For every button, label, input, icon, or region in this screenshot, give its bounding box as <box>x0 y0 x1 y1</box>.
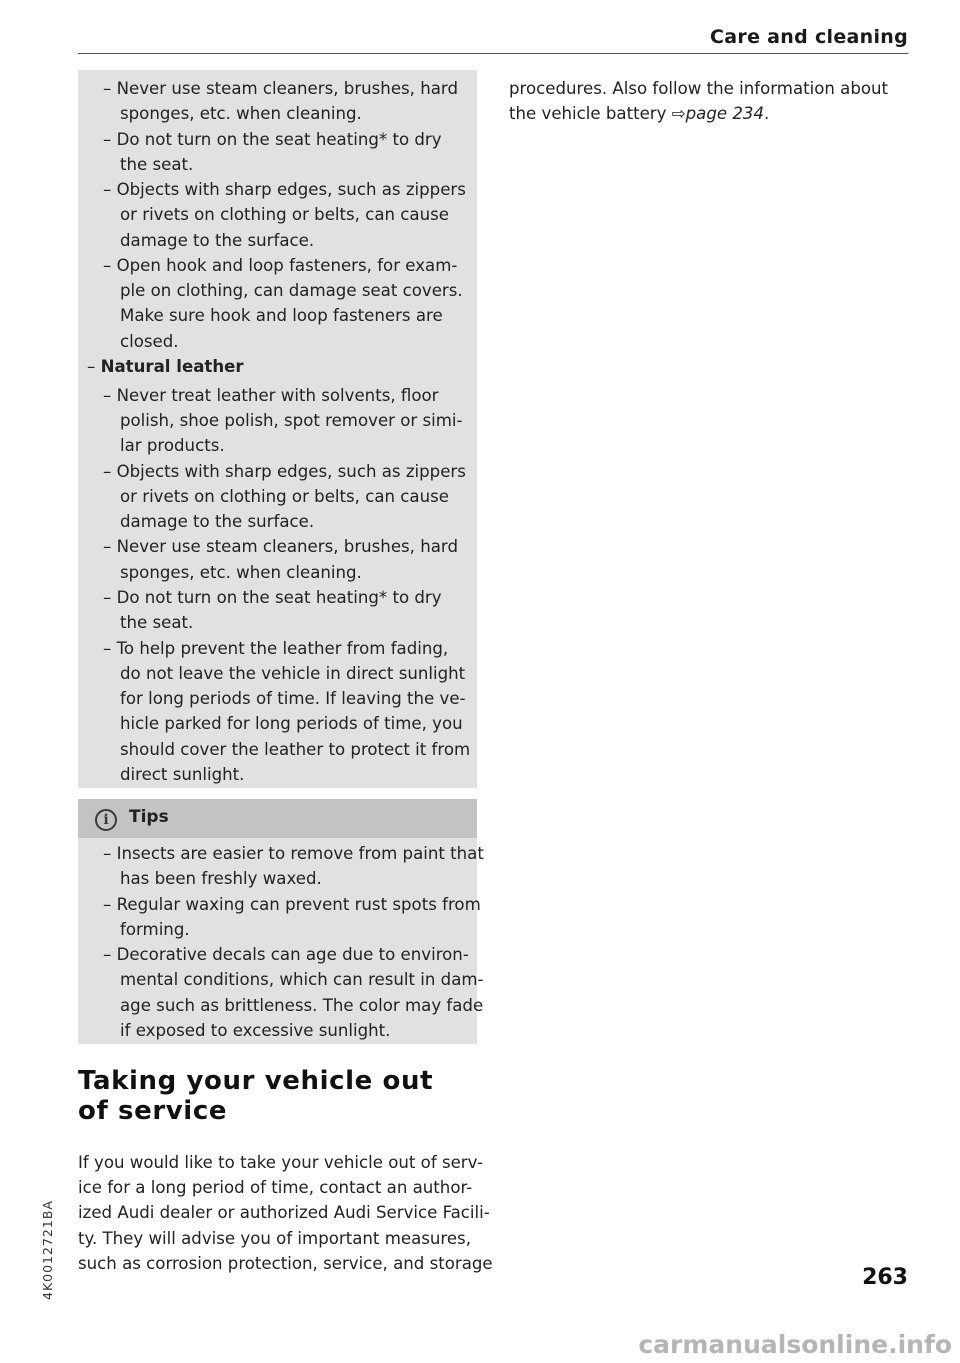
tips-line: – Decorative decals can age due to environ- <box>103 945 469 964</box>
warning-line: – Open hook and loop fasteners, for exam- <box>103 256 458 275</box>
tips-line: forming. <box>120 920 190 939</box>
warning-line: do not leave the vehicle in direct sunlight <box>120 664 466 683</box>
warning-line: hicle parked for long periods of time, you <box>120 714 463 733</box>
warning-line: sponges, etc. when cleaning. <box>120 104 362 123</box>
warning-line: closed. <box>120 332 179 351</box>
watermark: carmanualsonline.info <box>638 1330 952 1359</box>
page-number: 263 <box>862 1265 908 1290</box>
natural-leather-heading <box>87 354 244 379</box>
right-column-line: procedures. Also follow the information about <box>509 79 889 98</box>
battery-text: the vehicle battery <box>509 104 672 123</box>
warning-line: – Do not turn on the seat heating* to dry <box>103 130 442 149</box>
arrow-ref-icon: ⇨ <box>671 104 686 123</box>
page-reference-link[interactable]: page 234 <box>685 104 765 123</box>
tips-label: Tips <box>129 807 169 827</box>
warning-line: the seat. <box>120 613 194 632</box>
warning-line: polish, shoe polish, spot remover or simi- <box>120 411 463 430</box>
warning-line: direct sunlight. <box>120 765 245 784</box>
warning-line: – Never use steam cleaners, brushes, hard <box>103 79 458 98</box>
body-line: ty. They will advise you of important measures, <box>78 1229 471 1248</box>
tips-line: – Insects are easier to remove from paint that <box>103 844 484 863</box>
tips-line: if exposed to excessive sunlight. <box>120 1021 391 1040</box>
section-heading: Taking your vehicle out <box>78 1066 434 1096</box>
body-line: ice for a long period of time, contact an author- <box>78 1178 473 1197</box>
body-line: ized Audi dealer or authorized Audi Service Facili- <box>78 1203 490 1222</box>
heading-text: Natural leather <box>100 357 244 376</box>
body-line: If you would like to take your vehicle out of serv- <box>78 1153 483 1172</box>
warning-line: sponges, etc. when cleaning. <box>120 563 362 582</box>
warning-line: – To help prevent the leather from fading, <box>103 639 449 658</box>
warning-line: or rivets on clothing or belts, can cause <box>120 205 449 224</box>
warning-line: – Objects with sharp edges, such as zippers <box>103 180 466 199</box>
warning-line: or rivets on clothing or belts, can cause <box>120 487 449 506</box>
warning-line: – Never treat leather with solvents, floor <box>103 386 439 405</box>
warning-line: for long periods of time. If leaving the ve- <box>120 689 466 708</box>
warning-line: damage to the surface. <box>120 231 315 250</box>
warning-line: damage to the surface. <box>120 512 315 531</box>
tips-line: – Regular waxing can prevent rust spots from <box>103 895 481 914</box>
tips-line: mental conditions, which can result in dam- <box>120 970 484 989</box>
info-icon: i <box>95 809 117 831</box>
warning-line: – Never use steam cleaners, brushes, hard <box>103 537 458 556</box>
warning-line: – Do not turn on the seat heating* to dry <box>103 588 442 607</box>
warning-line: should cover the leather to protect it from <box>120 740 471 759</box>
body-line: such as corrosion protection, service, and storage <box>78 1254 493 1273</box>
section-heading: of service <box>78 1096 228 1126</box>
warning-line: – Objects with sharp edges, such as zippers <box>103 462 466 481</box>
tips-line: has been freshly waxed. <box>120 869 322 888</box>
warning-line: lar products. <box>120 436 225 455</box>
right-column-line <box>509 101 769 126</box>
heading-dash: – <box>87 357 101 376</box>
section-title: Care and cleaning <box>710 26 908 48</box>
period: . <box>764 104 770 123</box>
warning-line: the seat. <box>120 155 194 174</box>
tips-line: age such as brittleness. The color may fade <box>120 996 484 1015</box>
header-rule <box>78 53 908 54</box>
warning-line: ple on clothing, can damage seat covers. <box>120 281 463 300</box>
warning-line: Make sure hook and loop fasteners are <box>120 306 443 325</box>
document-code: 4K0012721BA <box>40 1200 55 1300</box>
